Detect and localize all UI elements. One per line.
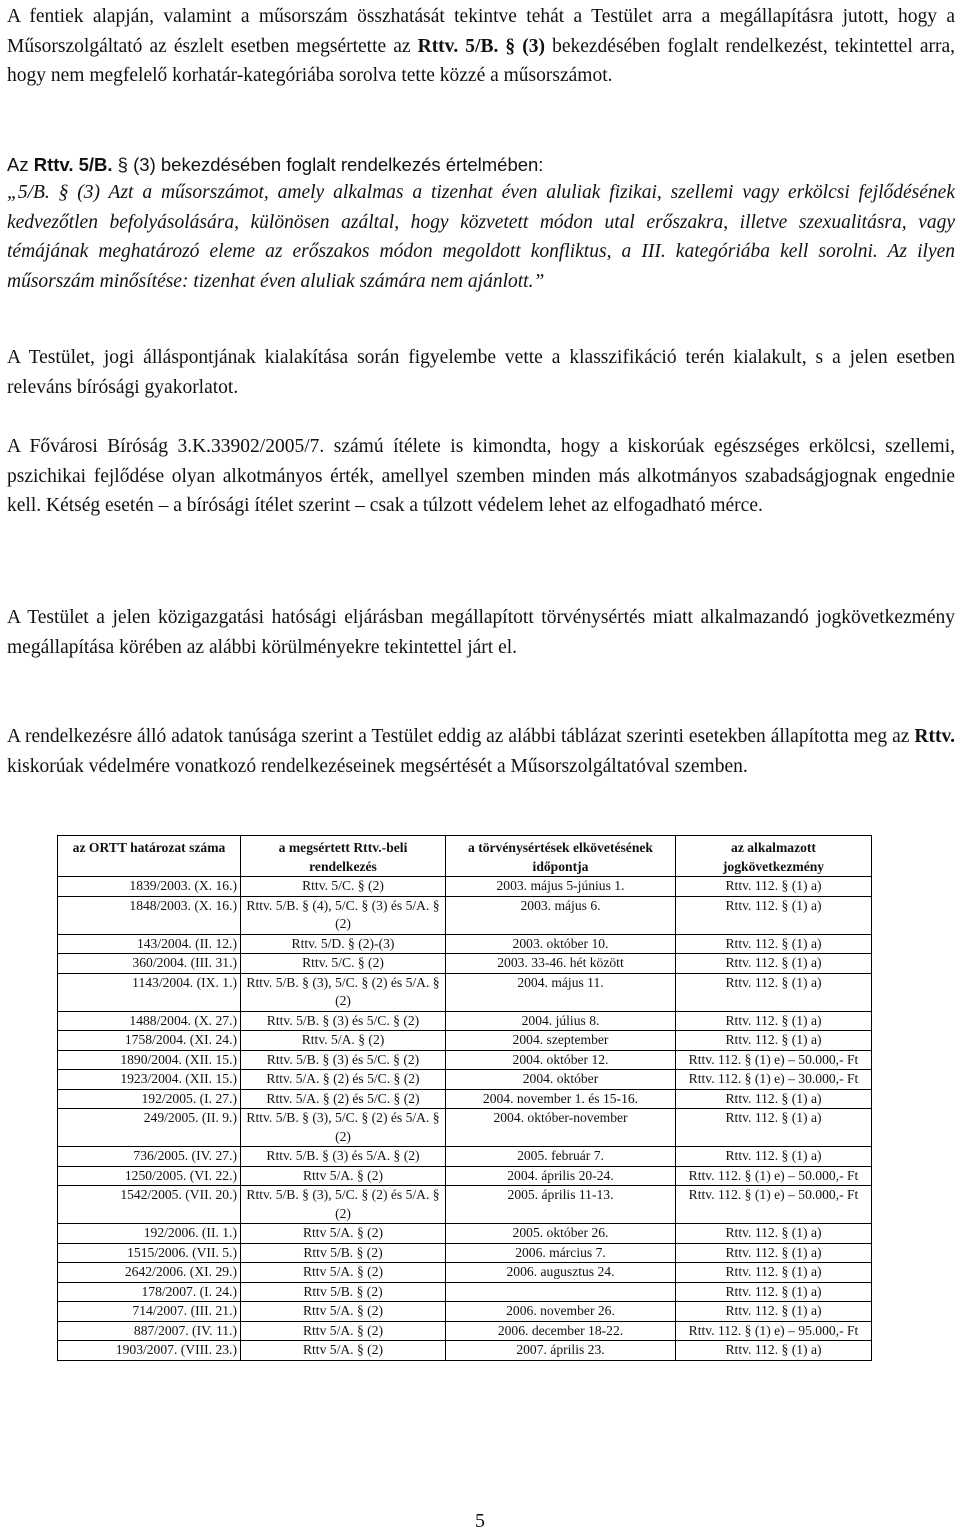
prior-violations-text-end: kiskorúak védelmére vonatkozó rendelkezéseinek megsértését a Műsorszolgáltatóval szemben.: [7, 755, 748, 777]
cell-violation-date: 2007. április 23.: [446, 1341, 676, 1361]
cell-violation-date: 2003. május 5-június 1.: [446, 877, 676, 897]
cell-sanction: Rttv. 112. § (1) a): [676, 1302, 872, 1322]
table-row: [58, 954, 872, 974]
table-row: [58, 1224, 872, 1244]
cell-violation-date: 2004. július 8.: [446, 1011, 676, 1031]
table-row: [58, 1089, 872, 1109]
cell-violated-provision: Rttv 5/B. § (2): [241, 1282, 446, 1302]
cell-decision-number: 249/2005. (II. 9.): [58, 1109, 241, 1147]
cell-violation-date: [446, 1282, 676, 1302]
violations-table: [57, 835, 872, 1361]
cell-decision-number: 1758/2004. (XI. 24.): [58, 1031, 241, 1051]
prior-violations-text: A rendelkezésre álló adatok tanúsága szerint a Testület eddig az alábbi táblázat szerinti esetekben állapította meg az: [7, 726, 915, 747]
page-number: 5: [475, 1510, 485, 1532]
cell-violation-date: 2004. október-november: [446, 1109, 676, 1147]
cell-violated-provision: Rttv. 5/B. § (3), 5/C. § (2) és 5/A. § (2): [241, 1186, 446, 1224]
cell-sanction: Rttv. 112. § (1) a): [676, 1089, 872, 1109]
cell-sanction: Rttv. 112. § (1) a): [676, 1224, 872, 1244]
table-row: [58, 1321, 872, 1341]
cell-violated-provision: Rttv 5/A. § (2): [241, 1224, 446, 1244]
table-row: [58, 1186, 872, 1224]
table-row: [58, 1147, 872, 1167]
table-row: [58, 1031, 872, 1051]
table-row: [58, 973, 872, 1011]
cell-decision-number: 1488/2004. (X. 27.): [58, 1011, 241, 1031]
cell-violation-date: 2004. szeptember: [446, 1031, 676, 1051]
cell-sanction: Rttv. 112. § (1) e) – 95.000,- Ft: [676, 1321, 872, 1341]
cell-decision-number: 887/2007. (IV. 11.): [58, 1321, 241, 1341]
table-row: [58, 877, 872, 897]
paragraph-statute-intro: [7, 150, 955, 180]
cell-violated-provision: Rttv 5/A. § (2): [241, 1302, 446, 1322]
cell-decision-number: 2642/2006. (XI. 29.): [58, 1263, 241, 1283]
column-header-date: a törvénysértések elkövetésének időpontja: [446, 836, 676, 877]
paragraph-case-law: A Testület, jogi álláspontjának kialakítása során figyelembe vette a klasszifikáció terén kialakult, s a jelen esetben releváns bírósági gyakorlatot.: [7, 347, 955, 398]
cell-sanction: Rttv. 112. § (1) e) – 30.000,- Ft: [676, 1070, 872, 1090]
cell-violated-provision: Rttv 5/A. § (2): [241, 1321, 446, 1341]
paragraph-prior-violations: [7, 722, 955, 781]
cell-sanction: Rttv. 112. § (1) a): [676, 1282, 872, 1302]
statute-intro-text: Az: [7, 154, 34, 175]
conclusion-text: A fentiek alapján, valamint a műsorszám összhatását tekintve tehát a Testület arra a megállapításra jutott, hogy a Műsorszolgáltató az észlelt esetben megsértette az: [7, 6, 955, 57]
column-header-provision: a megsértett Rttv.-beli rendelkezés: [241, 836, 446, 877]
cell-violation-date: 2005. április 11-13.: [446, 1186, 676, 1224]
paragraph-statute-quote: „5/B. § (3) Azt a műsorszámot, amely alkalmas a tizenhat éven aluliak fizikai, szellemi vagy erkölcsi fejlődésének kedvezőtlen befolyásolására, különösen azáltal, hogy közvetett módon utal erőszakra, illetve szexualitásra, vagy témájának meghatározó eleme az erőszakos módon megoldott konfliktus, a III. kategóriába kell sorolni. Az ilyen műsorszám minősítése: tizenhat éven aluliak számára nem ajánlott.”: [7, 182, 955, 292]
cell-sanction: Rttv. 112. § (1) a): [676, 1243, 872, 1263]
table-header-row: [58, 836, 872, 877]
column-header-decision: az ORTT határozat száma: [58, 836, 241, 877]
paragraph-sanction-basis: A Testület a jelen közigazgatási hatósági eljárásban megállapított törvénysértés miatt alkalmazandó jogkövetkezmény megállapítása körében az alábbi körülményekre tekintettel járt el.: [7, 607, 955, 658]
table-row: [58, 1109, 872, 1147]
table-row: [58, 1011, 872, 1031]
table-row: [58, 1263, 872, 1283]
table-row: [58, 1243, 872, 1263]
cell-violation-date: 2003. október 10.: [446, 934, 676, 954]
cell-violated-provision: Rttv. 5/B. § (3) és 5/C. § (2): [241, 1050, 446, 1070]
cell-sanction: Rttv. 112. § (1) a): [676, 954, 872, 974]
cell-sanction: Rttv. 112. § (1) a): [676, 896, 872, 934]
table-body: [58, 877, 872, 1361]
cell-violation-date: 2006. november 26.: [446, 1302, 676, 1322]
column-header-sanction: az alkalmazott jogkövetkezmény: [676, 836, 872, 877]
table-row: [58, 1282, 872, 1302]
cell-sanction: Rttv. 112. § (1) a): [676, 1109, 872, 1147]
cell-violated-provision: Rttv. 5/D. § (2)-(3): [241, 934, 446, 954]
cell-violation-date: 2003. május 6.: [446, 896, 676, 934]
cell-decision-number: 192/2005. (I. 27.): [58, 1089, 241, 1109]
cell-decision-number: 736/2005. (IV. 27.): [58, 1147, 241, 1167]
cell-decision-number: 1890/2004. (XII. 15.): [58, 1050, 241, 1070]
cell-decision-number: 360/2004. (III. 31.): [58, 954, 241, 974]
table-row: [58, 1050, 872, 1070]
cell-sanction: Rttv. 112. § (1) a): [676, 1147, 872, 1167]
statute-intro-text-end: § (3) bekezdésében foglalt rendelkezés értelmében:: [112, 154, 544, 175]
cell-violated-provision: Rttv. 5/A. § (2) és 5/C. § (2): [241, 1089, 446, 1109]
cell-violated-provision: Rttv 5/A. § (2): [241, 1166, 446, 1186]
cell-violated-provision: Rttv 5/A. § (2): [241, 1263, 446, 1283]
table-row: [58, 896, 872, 934]
cell-sanction: Rttv. 112. § (1) a): [676, 1031, 872, 1051]
cell-violation-date: 2004. november 1. és 15-16.: [446, 1089, 676, 1109]
cell-violation-date: 2006. december 18-22.: [446, 1321, 676, 1341]
cell-violation-date: 2003. 33-46. hét között: [446, 954, 676, 974]
cell-decision-number: 1515/2006. (VII. 5.): [58, 1243, 241, 1263]
cell-decision-number: 192/2006. (II. 1.): [58, 1224, 241, 1244]
table-row: [58, 1341, 872, 1361]
cell-decision-number: 143/2004. (II. 12.): [58, 934, 241, 954]
cell-decision-number: 1848/2003. (X. 16.): [58, 896, 241, 934]
cell-decision-number: 714/2007. (III. 21.): [58, 1302, 241, 1322]
conclusion-text-end: bekezdésében foglalt rendelkezést, tekintettel arra, hogy nem megfelelő korhatár-kategóriába sorolva tette közzé a műsorszámot.: [7, 35, 956, 86]
table-row: [58, 934, 872, 954]
cell-sanction: Rttv. 112. § (1) e) – 50.000,- Ft: [676, 1186, 872, 1224]
cell-decision-number: 178/2007. (I. 24.): [58, 1282, 241, 1302]
cell-decision-number: 1923/2004. (XII. 15.): [58, 1070, 241, 1090]
cell-violated-provision: Rttv. 5/B. § (3), 5/C. § (2) és 5/A. § (2): [241, 1109, 446, 1147]
cell-sanction: Rttv. 112. § (1) a): [676, 877, 872, 897]
cell-sanction: Rttv. 112. § (1) e) – 50.000,- Ft: [676, 1050, 872, 1070]
cell-decision-number: 1143/2004. (IX. 1.): [58, 973, 241, 1011]
cell-sanction: Rttv. 112. § (1) a): [676, 1011, 872, 1031]
statute-reference: Rttv. 5/B. § (3): [417, 35, 545, 57]
cell-sanction: Rttv. 112. § (1) a): [676, 934, 872, 954]
paragraph-court-ruling: [7, 432, 955, 521]
statute-reference: Rttv.: [914, 726, 955, 747]
paragraph-conclusion: [7, 2, 955, 91]
cell-decision-number: 1250/2005. (VI. 22.): [58, 1166, 241, 1186]
cell-violation-date: 2005. február 7.: [446, 1147, 676, 1167]
cell-violation-date: 2004. október: [446, 1070, 676, 1090]
cell-violation-date: 2004. május 11.: [446, 973, 676, 1011]
table-row: [58, 1302, 872, 1322]
table-row: [58, 1166, 872, 1186]
cell-sanction: Rttv. 112. § (1) a): [676, 1263, 872, 1283]
table-row: [58, 1070, 872, 1090]
cell-violation-date: 2004. október 12.: [446, 1050, 676, 1070]
cell-violation-date: 2004. április 20-24.: [446, 1166, 676, 1186]
cell-violation-date: 2005. október 26.: [446, 1224, 676, 1244]
cell-sanction: Rttv. 112. § (1) a): [676, 1341, 872, 1361]
court-ruling-text: számú ítélete is kimondta, hogy a kiskorúak egészséges erkölcsi, szellemi, pszichikai fejlődése olyan alkotmányos érték, amellyel szemben minden más alkotmányos szabadságjognak engednie kell. Kétség esetén – a bírósági ítélet szerint – csak a túlzott védelem lehet az elfogadható mérce.: [7, 436, 955, 516]
cell-decision-number: 1903/2007. (VIII. 23.): [58, 1341, 241, 1361]
cell-violated-provision: Rttv 5/B. § (2): [241, 1243, 446, 1263]
cell-violated-provision: Rttv. 5/B. § (3) és 5/A. § (2): [241, 1147, 446, 1167]
court-ruling-reference: A Fővárosi Bíróság 3.K.33902/2005/7.: [7, 436, 325, 457]
statute-reference: Rttv. 5/B.: [33, 154, 113, 175]
cell-violation-date: 2006. augusztus 24.: [446, 1263, 676, 1283]
cell-decision-number: 1542/2005. (VII. 20.): [58, 1186, 241, 1224]
cell-violated-provision: Rttv. 5/B. § (3) és 5/C. § (2): [241, 1011, 446, 1031]
cell-violated-provision: Rttv. 5/B. § (4), 5/C. § (3) és 5/A. § (2): [241, 896, 446, 934]
cell-violated-provision: Rttv 5/A. § (2): [241, 1341, 446, 1361]
cell-violated-provision: Rttv. 5/B. § (3), 5/C. § (2) és 5/A. § (2): [241, 973, 446, 1011]
cell-violation-date: 2006. március 7.: [446, 1243, 676, 1263]
cell-sanction: Rttv. 112. § (1) e) – 50.000,- Ft: [676, 1166, 872, 1186]
cell-sanction: Rttv. 112. § (1) a): [676, 973, 872, 1011]
cell-violated-provision: Rttv. 5/C. § (2): [241, 877, 446, 897]
cell-violated-provision: Rttv. 5/A. § (2): [241, 1031, 446, 1051]
cell-violated-provision: Rttv. 5/A. § (2) és 5/C. § (2): [241, 1070, 446, 1090]
cell-decision-number: 1839/2003. (X. 16.): [58, 877, 241, 897]
cell-violated-provision: Rttv. 5/C. § (2): [241, 954, 446, 974]
